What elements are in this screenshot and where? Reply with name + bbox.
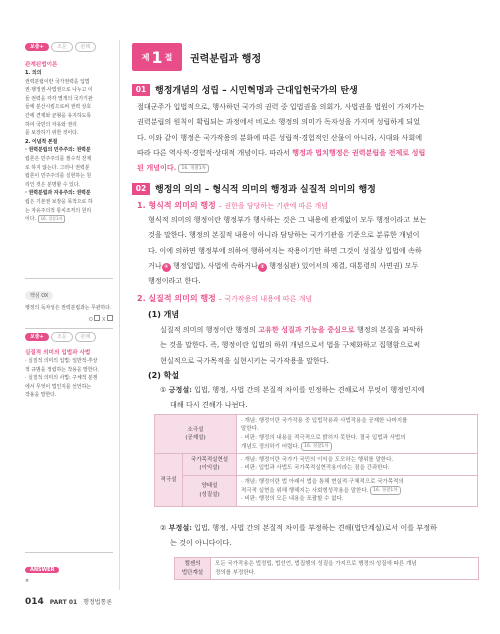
paragraph-line: 다. 이와 같이 행정은 국가작용의 분화에 따른 성립적·경험적인 산물이 아니라, 시대와 사회에 xyxy=(137,132,423,142)
item-number: ① xyxy=(160,385,167,394)
section-01-body xyxy=(137,99,477,175)
sidebar-line xyxy=(25,215,113,224)
paragraph-line: 것을 말한다. 행정의 본질적 내용이 아니라 담당하는 국가기관을 기준으로 분류한 개념이 xyxy=(148,230,420,240)
exam-badge: 16. 경찰1차 xyxy=(38,215,66,223)
example-icon: ② xyxy=(258,263,267,272)
paragraph-line xyxy=(160,520,480,535)
sidebar-divider xyxy=(25,278,113,279)
cell-line: (성질설) xyxy=(199,491,220,498)
cell-line: 켈젠의 xyxy=(184,561,201,567)
table-header-cell xyxy=(175,558,211,580)
table-header-cell xyxy=(155,415,237,454)
theory-table xyxy=(154,414,478,507)
check-ox-text: 행정의 독자성은 권력분립과는 무관하다. xyxy=(25,305,112,311)
text-run: 행정입법), 사법에 속하거나 xyxy=(172,260,258,270)
table-cell xyxy=(211,558,479,580)
paragraph-line: 다. 이에 의하면 행정부에 의하여 행하여지는 작용이기만 하면 그것이 성질상 입법에 속하 xyxy=(148,245,422,255)
table-row xyxy=(155,475,478,506)
paragraph-line: 형식적 의미의 행정이란 행정부가 행사하는 것은 그 내용에 관계없이 모두 행정이라고 보는 xyxy=(148,215,427,224)
tag-precedent: 판례 xyxy=(75,42,97,52)
sidebar-line: 1. 의의 xyxy=(25,70,42,76)
subsection-2-1-title: (1) 개념 xyxy=(148,310,180,319)
sidebar-line: · 실질적 의미의 입법: 일반적·추상 xyxy=(25,358,98,364)
cell-line xyxy=(241,478,473,486)
sidebar-line: · 권력분립의 민주주의: 권력분 xyxy=(25,147,91,154)
section-number: 02 xyxy=(132,183,150,195)
subsection-note: – 국가작용의 내용에 따른 개념 xyxy=(218,295,313,303)
check-ox-marks xyxy=(25,315,113,323)
sidebar-line: 작용을 말한다. xyxy=(25,392,57,399)
subsection-note: – 권한을 담당하는 기관에 따른 개념 xyxy=(218,202,328,210)
cell-line: 법단계설 xyxy=(181,569,204,576)
paragraph-line: 는 것이 아니다이다. xyxy=(170,538,232,548)
check-ox-label: 핵심 OX xyxy=(25,291,53,300)
tag-supplement: 보충+ xyxy=(25,333,49,341)
sidebar-line: 적 규범을 정립하는 작용을 말한다. xyxy=(25,366,99,373)
sidebar-line: 는 자유주의적 통치조직의 원리 xyxy=(25,207,92,214)
sidebar-box2-title: 실질적 의미의 입법과 사법 xyxy=(25,350,91,356)
cell-line: 말한다. xyxy=(241,426,259,433)
highlight-text: 된 개념이다. xyxy=(137,163,177,173)
sidebar-line: · 실질적 의미의 사법: 구체적 분쟁 xyxy=(25,375,98,382)
paragraph-line: 대해 다시 견해가 나뉜다. xyxy=(170,400,248,410)
sidebar-line-end: 이다. xyxy=(25,216,37,223)
chapter-num: 1 xyxy=(151,47,163,67)
sidebar-tags-1 xyxy=(25,42,113,52)
sidebar-line: 립론은 민주주의를 필수적 전제 xyxy=(25,155,92,162)
text-run: 행정의 본질을 파악하 xyxy=(356,325,424,334)
paragraph-line xyxy=(160,382,480,397)
check-o-box[interactable] xyxy=(94,315,100,321)
exam-badge: 16. 경찰1차 xyxy=(178,164,209,173)
table-cell xyxy=(237,415,478,454)
cell-line: 소극설 xyxy=(187,426,204,433)
cell-line: (이익설) xyxy=(199,465,220,472)
exam-badge: 16. 경찰1차 xyxy=(370,486,401,495)
section-01-header xyxy=(132,83,358,96)
sidebar-line: 하여 국민의 자유와 권리 xyxy=(25,121,77,128)
item-label: 긍정설: xyxy=(168,385,192,394)
subsection-2-1-body xyxy=(160,322,480,368)
chapter-unit: 절 xyxy=(164,52,173,62)
sidebar-divider-2 xyxy=(25,328,113,329)
sidebar-line: 간에 견제와 균형을 유지하도록 xyxy=(25,112,92,119)
section-number: 01 xyxy=(132,84,150,96)
sidebar-line: 에서 무엇이 법인지를 선언하는 xyxy=(25,383,92,390)
paragraph-line: 행정이라고 한다. xyxy=(148,276,201,286)
cell-line: 양태설 xyxy=(201,483,218,490)
text-run: 따라 다른 역사적·경험적·상대적 개념이다. 따라서 xyxy=(137,147,290,157)
cell-text: · 개념: 행정이란 법 아래서 법을 통해 현실적·구체적으로 국가목적의 xyxy=(241,478,404,485)
text-run: 입법, 행정, 사법 간의 본질적 차이를 부정하는 견해(법단계설)로서 이를 부정하 xyxy=(194,523,437,532)
table-header-cell xyxy=(183,454,237,476)
cell-line xyxy=(241,442,473,451)
table-cell xyxy=(237,454,478,476)
subsection-2-2-title: (2) 학설 xyxy=(148,371,180,380)
part-label: PART 01 xyxy=(49,599,78,606)
subsection-1-body xyxy=(148,212,478,288)
sidebar-line: 권력분립이란 국가권력을 입법 xyxy=(25,78,90,85)
tag-article: 조문 xyxy=(51,332,73,342)
paragraph-line: 현실적으로 국가목적을 실현시키는 국가작용을 말한다. xyxy=(160,355,329,365)
answer-value: × xyxy=(25,578,30,584)
kelsen-table xyxy=(174,557,479,580)
sidebar xyxy=(25,42,113,584)
item-label: 부정설: xyxy=(168,523,192,532)
item-number: ② xyxy=(160,523,167,532)
sidebar-line: 립은 기본권 보장을 목적으로 하 xyxy=(25,198,93,205)
sidebar-box1-title: 관계된법이론 xyxy=(25,62,58,68)
sidebar-line: 로 하지 않는다. 그러나 권력분 xyxy=(25,164,90,171)
tag-precedent: 판례 xyxy=(75,332,97,342)
paragraph-line xyxy=(137,145,477,160)
chapter-title: 권력분립과 행정 xyxy=(190,53,262,65)
negative-theory xyxy=(160,520,480,551)
paragraph-line: 권력분립의 원칙이 확립되는 과정에서 비로소 행정의 의미가 독자성을 가지며 성립하게 되었 xyxy=(137,117,420,127)
tag-article: 조문 xyxy=(51,42,73,52)
answer-label: ANSWER xyxy=(25,567,59,573)
section-02-header xyxy=(132,182,376,195)
cell-text: 개념도 정의하기 어렵다. xyxy=(241,443,300,450)
table-row xyxy=(155,415,478,454)
sidebar-line: 권·행정권·사법권으로 나누고 이 xyxy=(25,87,93,94)
table-header-cell xyxy=(183,475,237,506)
table-row xyxy=(155,454,478,476)
paragraph-line: 는 것을 말한다. 즉, 행정이란 입법의 하위 개념으로서 법을 구체화하고 집행함으로써 xyxy=(160,340,421,350)
paragraph-line xyxy=(160,322,480,337)
example-icon: ① xyxy=(162,263,171,272)
subsection-label: 1. 형식적 의미의 행정 xyxy=(137,201,216,210)
sidebar-line: 립론이 민주주의를 실현하는 원 xyxy=(25,173,92,180)
sidebar-tags-2 xyxy=(25,332,113,342)
subsection-label: 2. 실질적 의미의 행정 xyxy=(137,294,216,303)
check-x-label: X xyxy=(101,316,106,323)
text-run: 실질적 의미의 행정이란 행정의 xyxy=(160,325,256,334)
sidebar-line: 리인 것은 분명할 수 있다. xyxy=(25,181,81,188)
paragraph-line xyxy=(148,258,478,273)
sidebar-line: 2. 이념적 본질 xyxy=(25,138,58,145)
cell-line xyxy=(241,486,473,495)
sidebar-box2-text xyxy=(25,357,113,400)
cell-line: (공제설) xyxy=(185,435,206,442)
section-title: 행정의 의의 – 형식적 의미의 행정과 실질적 의미의 행정 xyxy=(155,185,376,195)
check-o-label: O xyxy=(88,316,93,323)
cell-line: · 개념: 행정이란 국가작용 중 입법작용과 사법작용을 공제한 나머지를 xyxy=(241,418,408,424)
chapter-word: 제 xyxy=(141,52,150,62)
answer-box xyxy=(25,552,113,586)
check-x-box[interactable] xyxy=(107,315,113,321)
sidebar-line: 를 보장하기 위한 것이다. xyxy=(25,130,79,137)
sidebar-line: 들에 분산시킴으로써 권력 상호 xyxy=(25,104,92,111)
cell-line: 국가목적실현설 xyxy=(190,457,229,464)
highlight-text: 고유한 성질과 기능을 중심으로 xyxy=(258,325,355,334)
tag-supplement: 보충+ xyxy=(25,43,49,51)
cell-line: 모든 국가작용은 법정립, 법선언, 법집행의 성질을 가지므로 행정의 성질에 따른 개념 xyxy=(215,561,417,567)
check-ox-box xyxy=(25,282,113,323)
subsection-1-title xyxy=(137,200,328,211)
part-title: 행정법통론 xyxy=(83,599,113,606)
affirmative-theory xyxy=(160,382,480,413)
chapter-header xyxy=(132,43,332,71)
table-cell xyxy=(237,475,478,506)
subsection-2-title xyxy=(137,293,312,304)
text-run: 거나 xyxy=(148,260,162,270)
paragraph-line xyxy=(137,160,477,175)
page-footer xyxy=(25,597,112,607)
highlight-text: 행정과 법치행정은 권력분립을 전제로 성립 xyxy=(292,147,426,157)
table-row xyxy=(175,558,479,580)
text-run: 행정심판) 있어서의 재결, 대통령의 사면권) 모두 xyxy=(269,260,419,270)
text-run: 입법, 행정, 사법 간의 본질적 차이를 인정하는 견해로서 무엇이 행정인지에 xyxy=(194,385,425,394)
sidebar-box2 xyxy=(25,332,113,400)
sidebar-line: 들 권력을 각각 별개의 국가기관 xyxy=(25,95,93,102)
paragraph-line: 절대군주가 입법적으로, 행사하던 국가의 권력 중 입법권을 의회가, 사법권을 법원이 가져가는 xyxy=(137,102,425,111)
sidebar-box1-text xyxy=(25,69,113,224)
section-title: 행정개념의 성립 – 시민혁명과 근대입헌국가의 탄생 xyxy=(155,86,358,96)
cell-line: 정의를 부정한다. xyxy=(215,569,256,576)
chapter-number-box xyxy=(132,43,182,71)
exam-badge: 16. 경찰1차 xyxy=(301,442,332,451)
cell-line: · 비판: 입법과 사법도 국가목적실현작용이라는 점을 간과한다. xyxy=(241,465,390,472)
column-divider xyxy=(119,40,120,590)
cell-line: · 비판: 행정의 내용을 적극적으로 밝히지 못한다. 결국 입법과 사법의 xyxy=(241,434,406,441)
table-group-cell: 적극설 xyxy=(155,454,183,506)
cell-line: · 비판: 행정의 모든 내용을 포괄할 수 없다. xyxy=(241,496,344,503)
sidebar-line: · 권력분립과 자유주의: 권력분 xyxy=(25,190,91,197)
cell-line: · 개념: 행정이란 국가가 국민의 이익을 도모하는 행위를 말한다. xyxy=(241,457,394,464)
page-number: 014 xyxy=(25,597,44,607)
cell-text: 적극적 실현을 위해 행해지는 사회형성작용을 말한다. xyxy=(241,488,369,495)
